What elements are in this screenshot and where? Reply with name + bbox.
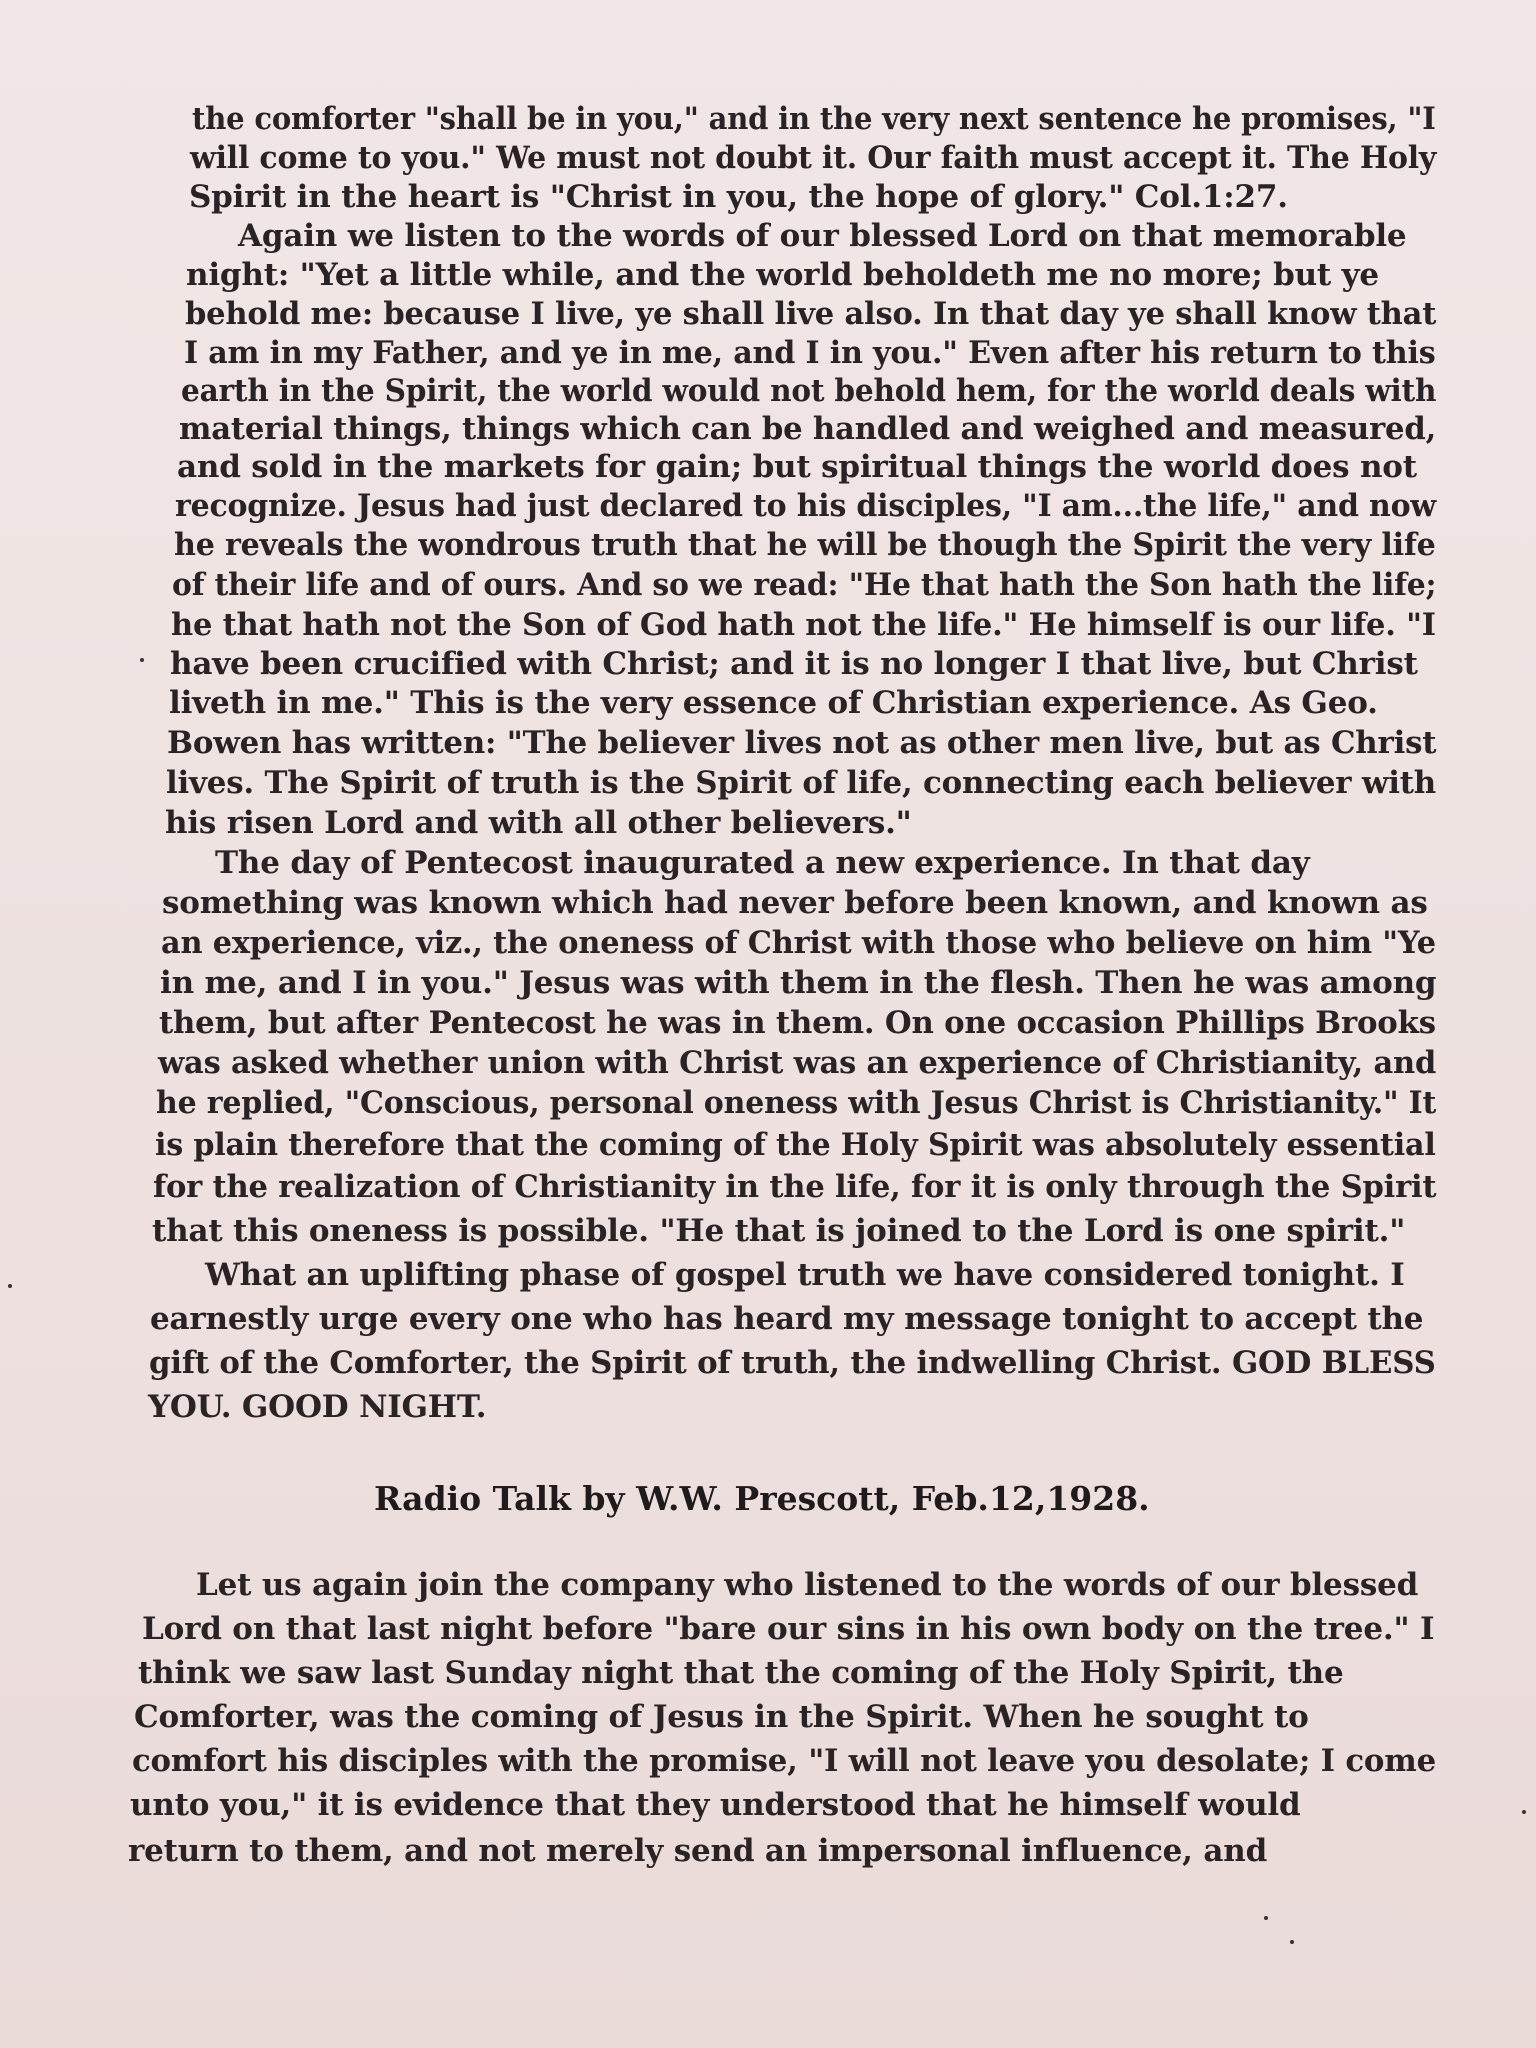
paragraph-start-line: Again we listen to the words of our blessed Lord on that memorable <box>238 218 1407 254</box>
body-line: recognize. Jesus had just declared to his disciples, "I am...the life," and now <box>175 488 1436 524</box>
body-line: Spirit in the heart is "Christ in you, the hope of glory." Col.1:27. <box>189 179 1288 215</box>
body-line: he that hath not the Son of God hath not the life." He himself is our life. "I <box>171 607 1436 643</box>
body-line: them, but after Pentecost he was in them. On one occasion Phillips Brooks <box>159 1005 1436 1041</box>
body-line: Comforter, was the coming of Jesus in the Spirit. When he sought to <box>134 1699 1309 1735</box>
body-line: for the realization of Christianity in the life, for it is only through the Spirit <box>153 1169 1437 1205</box>
paragraph-start-line: Let us again join the company who listened to the words of our blessed <box>196 1567 1419 1603</box>
body-line: in me, and I in you." Jesus was with them in the flesh. Then he was among <box>160 965 1437 1001</box>
body-line: unto you," it is evidence that they understood that he himself would <box>130 1787 1301 1823</box>
body-line: night: "Yet a little while, and the world beholdeth me no more; but ye <box>186 257 1379 293</box>
body-line: Lord on that last night before "bare our sins in his own body on the tree." I <box>142 1611 1435 1647</box>
body-line: his risen Lord and with all other believers." <box>165 805 912 841</box>
body-line: earnestly urge every one who has heard my message tonight to accept the <box>150 1301 1424 1337</box>
paper-speck <box>8 1284 12 1288</box>
body-line: that this oneness is possible. "He that is joined to the Lord is one spirit." <box>152 1213 1406 1249</box>
body-line: return to them, and not merely send an impersonal influence, and <box>128 1833 1268 1869</box>
body-line: is plain therefore that the coming of the Holy Spirit was absolutely essential <box>155 1127 1436 1163</box>
body-line: and sold in the markets for gain; but spiritual things the world does not <box>177 449 1417 485</box>
body-line: an experience, viz., the oneness of Christ with those who believe on him "Ye <box>161 925 1436 961</box>
body-line: think we saw last Sunday night that the coming of the Holy Spirit, the <box>138 1655 1344 1691</box>
body-line: Bowen has written: "The believer lives not as other men live, but as Christ <box>167 725 1437 761</box>
body-line: comfort his disciples with the promise, "I will not leave you desolate; I come <box>132 1743 1437 1779</box>
paper-speck <box>1290 1940 1294 1944</box>
body-line: lives. The Spirit of truth is the Spirit of life, connecting each believer with <box>166 765 1437 801</box>
body-line: will come to you." We must not doubt it. Our faith must accept it. The Holy <box>190 140 1437 176</box>
body-line: material things, things which can be handled and weighed and measured, <box>179 411 1437 447</box>
paper-speck <box>140 658 144 662</box>
paper-speck <box>1264 1916 1268 1920</box>
body-line: behold me: because I live, ye shall live also. In that day ye shall know that <box>185 296 1437 332</box>
body-line: was asked whether union with Christ was an experience of Christianity, and <box>158 1045 1437 1081</box>
paragraph-start-line: What an uplifting phase of gospel truth we have considered tonight. I <box>205 1257 1405 1293</box>
body-line: the comforter "shall be in you," and in the very next sentence he promises, "I <box>192 101 1436 137</box>
body-line: liveth in me." This is the very essence of Christian experience. As Geo. <box>169 685 1378 721</box>
body-line: something was known which had never before been known, and known as <box>162 885 1428 921</box>
body-line: he replied, "Conscious, personal oneness with Jesus Christ is Christianity." It <box>156 1085 1437 1121</box>
body-line: he reveals the wondrous truth that he will be though the Spirit the very life <box>174 527 1436 563</box>
body-line: have been crucified with Christ; and it is no longer I that live, but Christ <box>170 646 1418 682</box>
paper-speck <box>1522 1810 1526 1814</box>
body-line: I am in my Father, and ye in me, and I in you." Even after his return to this <box>184 335 1436 371</box>
body-line: YOU. GOOD NIGHT. <box>148 1389 487 1425</box>
paragraph-start-line: The day of Pentecost inaugurated a new experience. In that day <box>215 845 1310 881</box>
body-line: of their life and of ours. And so we read: "He that hath the Son hath the life; <box>172 567 1437 603</box>
body-line: earth in the Spirit, the world would not behold hem, for the world deals with <box>181 373 1437 409</box>
body-line: gift of the Comforter, the Spirit of truth, the indwelling Christ. GOD BLESS <box>149 1345 1436 1381</box>
radio-talk-heading: Radio Talk by W.W. Prescott, Feb.12,1928. <box>374 1479 1150 1518</box>
